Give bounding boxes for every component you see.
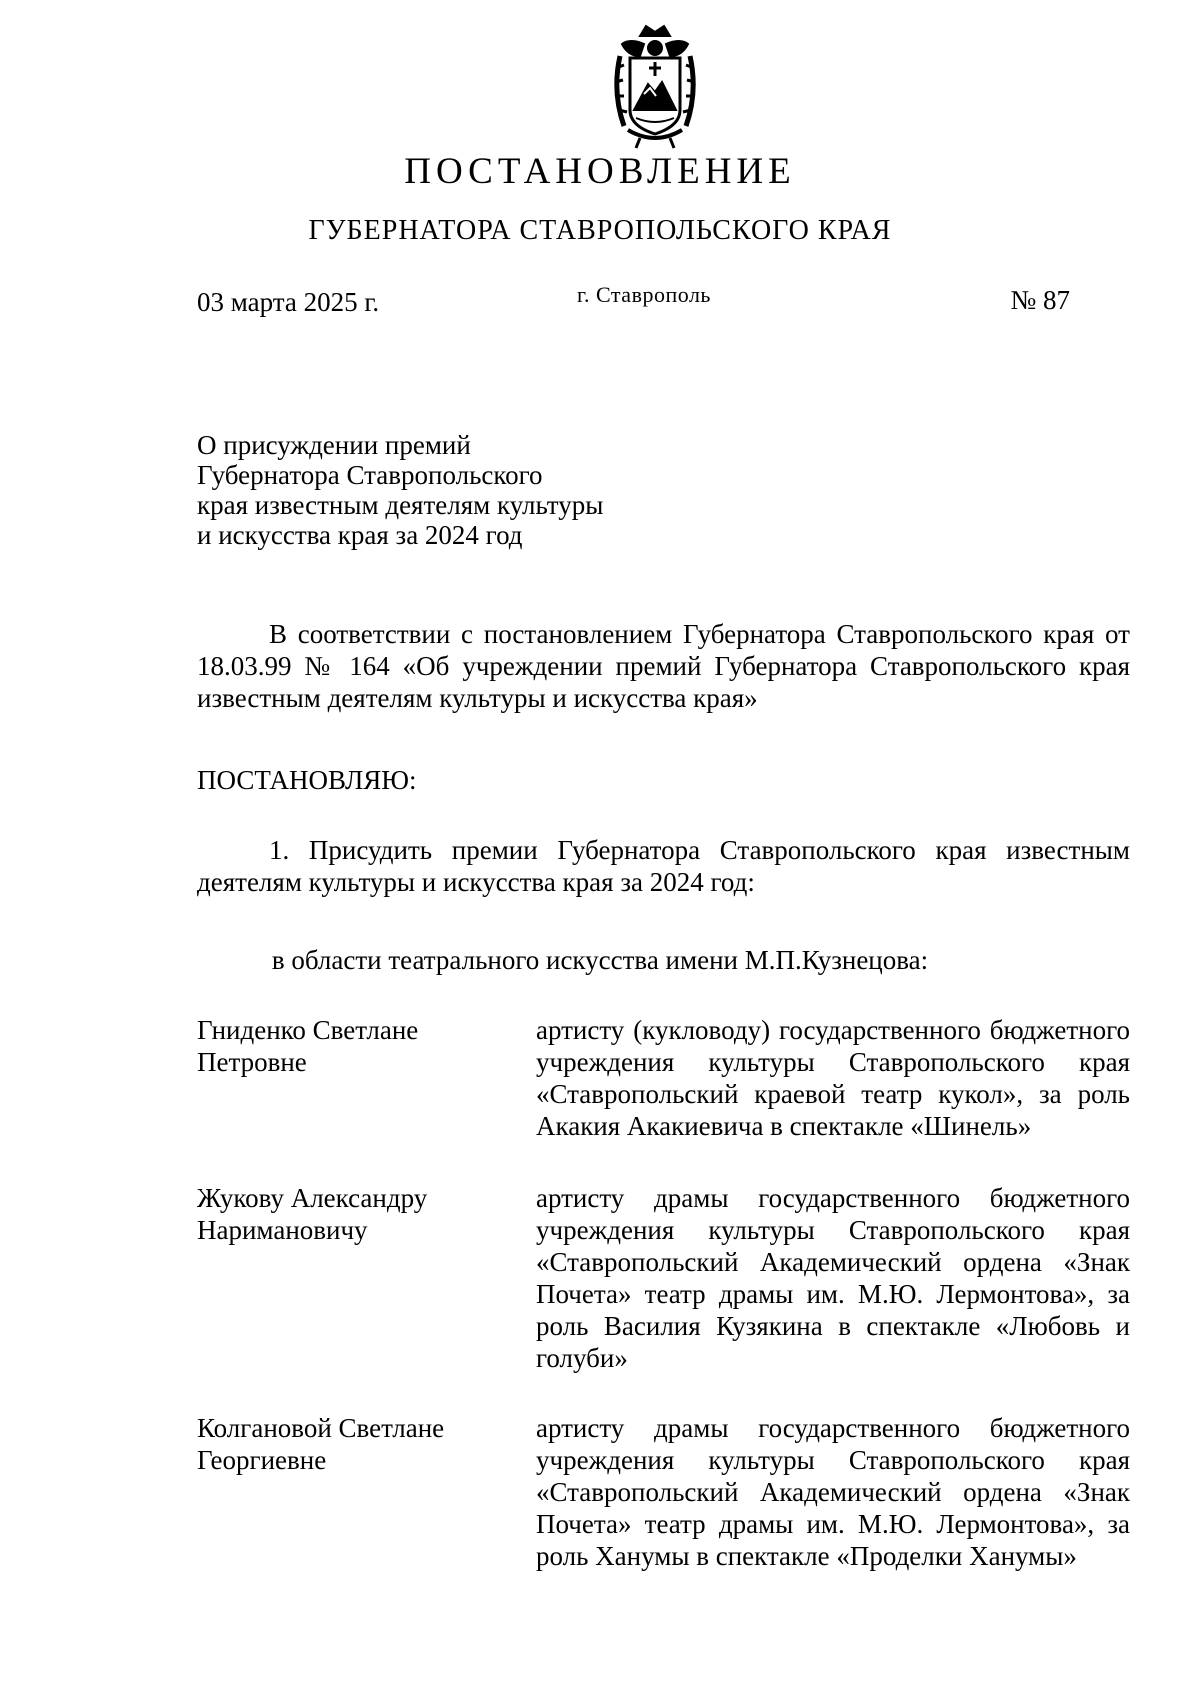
award-recipient-name: Жукову Александру Наримановичу (197, 1183, 428, 1245)
document-subject (197, 430, 657, 550)
coat-of-arms-icon (610, 22, 700, 150)
subject-line: Губернатора Ставропольского (197, 460, 543, 490)
document-city: г. Ставрополь (577, 282, 711, 307)
award-description: артисту (кукловоду) государственного бюджетного учреждения культуры Ставропольского края «Ставропольский краевой театр кукол», за роль Акакия Акакиевича в спектакле «Шинель» (536, 1015, 1130, 1141)
subject-line: О присуждении премий (197, 430, 471, 460)
section-title: в области театрального искусства имени М.П.Кузнецова: (271, 945, 929, 975)
award-recipient-name: Колгановой Светлане Георгиевне (197, 1413, 445, 1475)
award-recipient-name: Гниденко Светлане Петровне (197, 1015, 419, 1077)
subject-line: и искусства края за 2024 год (197, 520, 523, 550)
document-date: 03 марта 2025 г. (197, 287, 380, 317)
preamble-paragraph: В соответствии с постановлением Губернатора Ставропольского края от 18.03.99 № 164 «Об учреждении премий Губернатора Ставропольского края известным деятелям культуры и искусства края» (197, 619, 1130, 713)
award-description: артисту драмы государственного бюджетного учреждения культуры Ставропольского края «Ставропольский Академический ордена «Знак Почета» театр драмы им. М.Ю. Лермонтова», за роль Ханумы в спектакле «Проделки Ханумы» (536, 1413, 1130, 1571)
subject-line: края известным деятелям культуры (197, 490, 604, 520)
document-number: № 87 (1010, 285, 1070, 315)
document-title: ПОСТАНОВЛЕНИЕ (404, 151, 796, 192)
clause-1: 1. Присудить премии Губернатора Ставропольского края известным деятелям культуры и искусства края за 2024 год: (197, 835, 1130, 897)
decree-word: ПОСТАНОВЛЯЮ: (197, 765, 417, 795)
award-description: артисту драмы государственного бюджетного учреждения культуры Ставропольского края «Ставропольский Академический ордена «Знак Почета» театр драмы им. М.Ю. Лермонтова», за роль Василия Кузякина в спектакле «Любовь и голуби» (536, 1183, 1130, 1373)
document-issuer: ГУБЕРНАТОРА СТАВРОПОЛЬСКОГО КРАЯ (308, 215, 892, 246)
